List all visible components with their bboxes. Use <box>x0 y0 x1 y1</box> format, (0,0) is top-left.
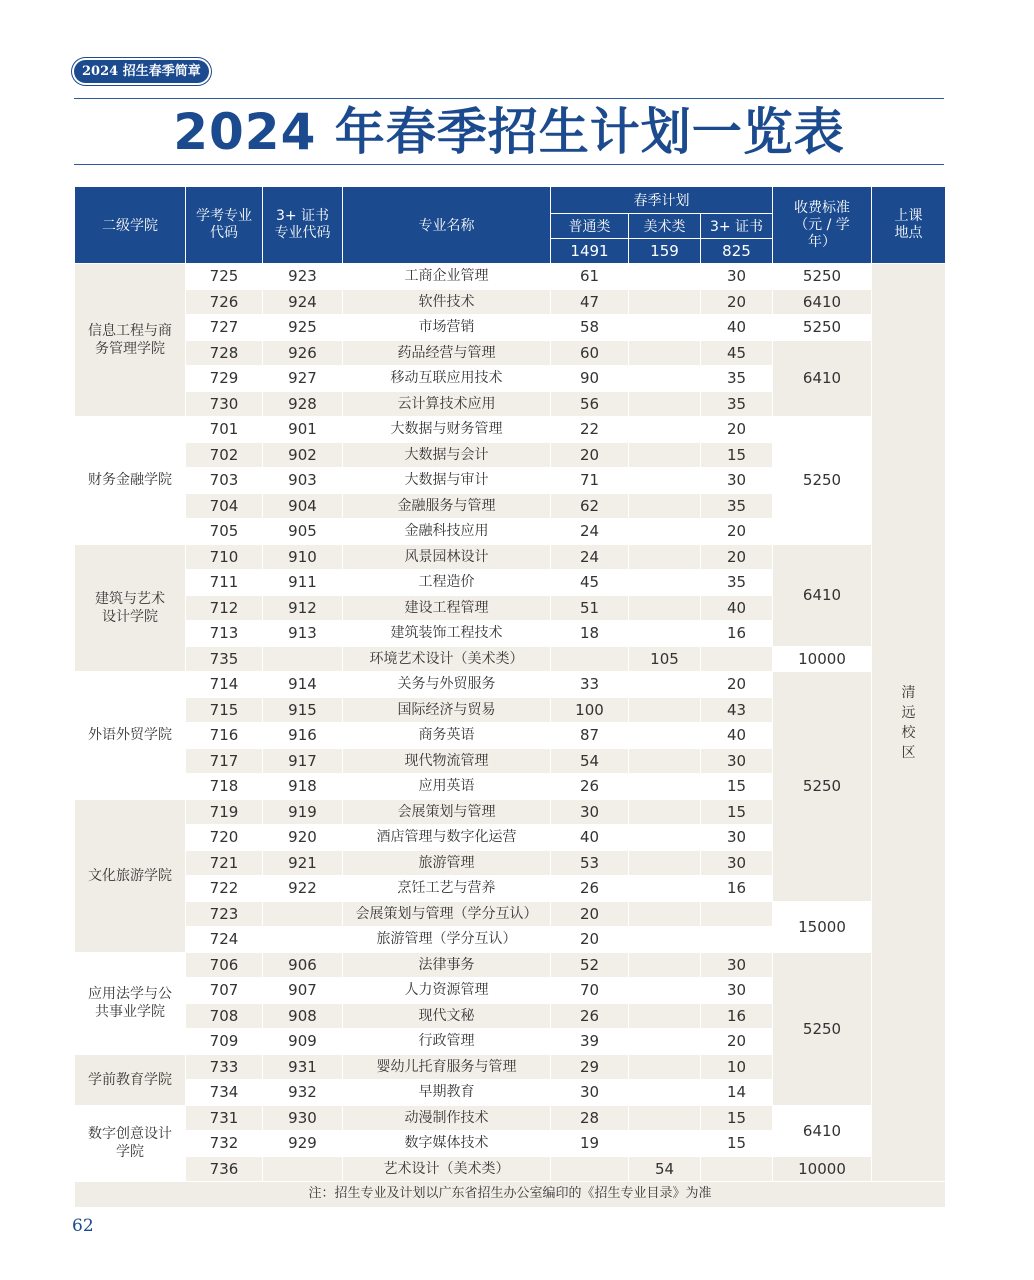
art-count-cell <box>629 264 701 290</box>
major-name-cell: 烹饪工艺与营养 <box>343 876 551 902</box>
regular-count-cell: 26 <box>551 1003 629 1029</box>
cert-count-cell <box>701 646 773 672</box>
regular-count-cell: 45 <box>551 570 629 596</box>
regular-count-cell: 24 <box>551 519 629 545</box>
regular-count-cell: 100 <box>551 697 629 723</box>
art-count-cell <box>629 978 701 1004</box>
xk-code-cell: 708 <box>186 1003 263 1029</box>
art-count-cell <box>629 1105 701 1131</box>
cert-code-cell <box>263 901 343 927</box>
xk-code-cell: 721 <box>186 850 263 876</box>
art-count-cell <box>629 391 701 417</box>
college-name-line: 学前教育学院 <box>88 1071 172 1088</box>
cert-code-cell: 905 <box>263 519 343 545</box>
art-count-cell <box>629 570 701 596</box>
art-count-cell <box>629 468 701 494</box>
major-name-cell: 法律事务 <box>343 952 551 978</box>
cert-code-cell: 924 <box>263 289 343 315</box>
art-count-cell <box>629 952 701 978</box>
cert-count-cell: 40 <box>701 315 773 341</box>
college-cell <box>75 544 186 672</box>
xk-code-cell: 711 <box>186 570 263 596</box>
cert-code-cell: 908 <box>263 1003 343 1029</box>
cert-count-cell: 35 <box>701 366 773 392</box>
cert-code-cell: 904 <box>263 493 343 519</box>
table-row <box>75 289 946 315</box>
cert-code-cell: 932 <box>263 1080 343 1106</box>
regular-count-cell: 26 <box>551 774 629 800</box>
cert-count-cell: 30 <box>701 748 773 774</box>
college-name-line: 共事业学院 <box>95 1004 165 1020</box>
fee-cell: 10000 <box>773 646 872 672</box>
art-count-cell <box>629 289 701 315</box>
table-note: 注：招生专业及计划以广东省招生办公室编印的《招生专业目录》为准 <box>75 1182 946 1208</box>
xk-code-cell: 732 <box>186 1131 263 1157</box>
cert-count-cell: 15 <box>701 799 773 825</box>
major-name-cell: 旅游管理 <box>343 850 551 876</box>
xk-code-cell: 707 <box>186 978 263 1004</box>
major-name-cell: 移动互联应用技术 <box>343 366 551 392</box>
regular-count-cell: 56 <box>551 391 629 417</box>
regular-count-cell: 47 <box>551 289 629 315</box>
cert-count-cell: 16 <box>701 621 773 647</box>
xk-code-cell: 728 <box>186 340 263 366</box>
college-name-line: 文化旅游学院 <box>88 867 172 884</box>
cert-code-cell: 918 <box>263 774 343 800</box>
regular-count-cell <box>551 1156 629 1182</box>
cert-count-cell: 40 <box>701 723 773 749</box>
cert-count-cell: 20 <box>701 544 773 570</box>
col-header-cert: 3+ 证书 <box>701 214 773 239</box>
cert-code-cell: 925 <box>263 315 343 341</box>
regular-count-cell: 26 <box>551 876 629 902</box>
major-name-cell: 旅游管理（学分互认） <box>343 927 551 953</box>
major-name-cell: 国际经济与贸易 <box>343 697 551 723</box>
regular-count-cell: 52 <box>551 952 629 978</box>
cert-code-cell: 927 <box>263 366 343 392</box>
cert-code-cell: 910 <box>263 544 343 570</box>
college-name-line: 信息工程与商 <box>88 323 172 339</box>
cert-code-cell <box>263 927 343 953</box>
cert-count-cell <box>701 901 773 927</box>
cert-code-cell: 930 <box>263 1105 343 1131</box>
regular-count-cell: 40 <box>551 825 629 851</box>
cert-count-cell: 20 <box>701 672 773 698</box>
major-name-cell: 工程造价 <box>343 570 551 596</box>
major-name-cell: 商务英语 <box>343 723 551 749</box>
cert-count-cell: 30 <box>701 850 773 876</box>
major-name-cell: 动漫制作技术 <box>343 1105 551 1131</box>
xk-code-cell: 730 <box>186 391 263 417</box>
major-name-cell: 云计算技术应用 <box>343 391 551 417</box>
col-header-spring-plan: 春季计划 <box>551 187 773 214</box>
xk-code-cell: 722 <box>186 876 263 902</box>
art-count-cell <box>629 621 701 647</box>
major-name-cell: 市场营销 <box>343 315 551 341</box>
cert-code-cell: 929 <box>263 1131 343 1157</box>
cert-count-cell: 30 <box>701 952 773 978</box>
page-number: 62 <box>72 1216 94 1236</box>
regular-count-cell: 30 <box>551 799 629 825</box>
table-row <box>75 646 946 672</box>
table-row <box>75 544 946 570</box>
cert-code-cell: 916 <box>263 723 343 749</box>
regular-count-cell: 29 <box>551 1054 629 1080</box>
regular-total: 1491 <box>551 239 629 264</box>
xk-code-cell: 729 <box>186 366 263 392</box>
college-name-line: 务管理学院 <box>95 341 165 357</box>
major-name-cell: 艺术设计（美术类） <box>343 1156 551 1182</box>
xk-code-cell: 735 <box>186 646 263 672</box>
xk-code-cell: 701 <box>186 417 263 443</box>
major-name-cell: 软件技术 <box>343 289 551 315</box>
cert-code-cell: 907 <box>263 978 343 1004</box>
xk-code-cell: 715 <box>186 697 263 723</box>
xk-code-cell: 724 <box>186 927 263 953</box>
cert-count-cell: 35 <box>701 570 773 596</box>
major-name-cell: 大数据与财务管理 <box>343 417 551 443</box>
art-count-cell <box>629 876 701 902</box>
table-row <box>75 1156 946 1182</box>
xk-code-cell: 720 <box>186 825 263 851</box>
regular-count-cell: 18 <box>551 621 629 647</box>
college-name-line: 设计学院 <box>102 608 158 625</box>
regular-count-cell: 20 <box>551 927 629 953</box>
cert-code-cell: 912 <box>263 595 343 621</box>
col-header-regular: 普通类 <box>551 214 629 239</box>
regular-count-cell: 39 <box>551 1029 629 1055</box>
college-name-line: 数字创意设计 <box>88 1126 172 1143</box>
page-title: 2024 年春季招生计划一览表 <box>173 103 845 161</box>
art-count-cell <box>629 1080 701 1106</box>
xk-code-cell: 719 <box>186 799 263 825</box>
college-name-line: 学院 <box>116 1144 144 1161</box>
fee-cell: 6410 <box>773 1105 872 1156</box>
cert-count-cell: 15 <box>701 442 773 468</box>
xk-code-cell: 704 <box>186 493 263 519</box>
cert-count-cell: 15 <box>701 774 773 800</box>
table-row <box>75 264 946 290</box>
cert-count-cell: 30 <box>701 825 773 851</box>
major-name-cell: 环境艺术设计（美术类） <box>343 646 551 672</box>
art-count-cell <box>629 901 701 927</box>
cert-code-cell: 902 <box>263 442 343 468</box>
enrollment-plan-table <box>74 186 946 1208</box>
art-count-cell <box>629 850 701 876</box>
cert-count-cell: 16 <box>701 1003 773 1029</box>
xk-code-cell: 718 <box>186 774 263 800</box>
xk-code-cell: 706 <box>186 952 263 978</box>
xk-code-cell: 733 <box>186 1054 263 1080</box>
major-name-cell: 会展策划与管理（学分互认） <box>343 901 551 927</box>
xk-code-cell: 731 <box>186 1105 263 1131</box>
cert-count-cell: 35 <box>701 493 773 519</box>
cert-code-cell: 920 <box>263 825 343 851</box>
regular-count-cell: 53 <box>551 850 629 876</box>
major-name-cell: 药品经营与管理 <box>343 340 551 366</box>
regular-count-cell: 87 <box>551 723 629 749</box>
cert-count-cell: 35 <box>701 391 773 417</box>
college-name-line: 应用法学与公 <box>88 986 172 1002</box>
cert-count-cell: 20 <box>701 289 773 315</box>
title-rule-bottom <box>74 164 944 165</box>
art-count-cell: 54 <box>629 1156 701 1182</box>
table-body <box>75 264 946 1208</box>
col-header-fee-text: 收费标准（元 / 学年） <box>794 199 850 250</box>
xk-code-cell: 717 <box>186 748 263 774</box>
art-count-cell <box>629 519 701 545</box>
regular-count-cell: 20 <box>551 901 629 927</box>
table-row <box>75 672 946 698</box>
regular-count-cell: 33 <box>551 672 629 698</box>
xk-code-cell: 712 <box>186 595 263 621</box>
title-rule-top <box>74 98 944 99</box>
art-total: 159 <box>629 239 701 264</box>
xk-code-cell: 727 <box>186 315 263 341</box>
art-count-cell <box>629 366 701 392</box>
major-name-cell: 婴幼儿托育服务与管理 <box>343 1054 551 1080</box>
table-row <box>75 952 946 978</box>
fee-cell: 5250 <box>773 417 872 545</box>
site-cell <box>872 264 946 1182</box>
cert-code-cell <box>263 1156 343 1182</box>
major-name-cell: 金融科技应用 <box>343 519 551 545</box>
col-header-site <box>872 187 946 264</box>
art-count-cell <box>629 315 701 341</box>
xk-code-cell: 703 <box>186 468 263 494</box>
fee-cell: 5250 <box>773 672 872 902</box>
art-count-cell <box>629 1029 701 1055</box>
fee-cell: 5250 <box>773 264 872 290</box>
xk-code-cell: 734 <box>186 1080 263 1106</box>
cert-count-cell: 45 <box>701 340 773 366</box>
art-count-cell <box>629 493 701 519</box>
art-count-cell <box>629 774 701 800</box>
cert-count-cell: 20 <box>701 1029 773 1055</box>
regular-count-cell: 22 <box>551 417 629 443</box>
cert-code-cell: 911 <box>263 570 343 596</box>
fee-cell: 6410 <box>773 544 872 646</box>
major-name-cell: 建筑装饰工程技术 <box>343 621 551 647</box>
college-name-line: 财务金融学院 <box>88 472 172 489</box>
cert-code-cell <box>263 646 343 672</box>
xk-code-cell: 702 <box>186 442 263 468</box>
art-count-cell <box>629 723 701 749</box>
cert-code-cell: 919 <box>263 799 343 825</box>
major-name-cell: 应用英语 <box>343 774 551 800</box>
regular-count-cell: 62 <box>551 493 629 519</box>
college-cell <box>75 799 186 952</box>
art-count-cell <box>629 799 701 825</box>
site-text: 清远校区 <box>901 684 916 761</box>
col-header-cert-code-text: 3+ 证书专业代码 <box>274 208 331 241</box>
cert-code-cell: 913 <box>263 621 343 647</box>
art-count-cell <box>629 544 701 570</box>
xk-code-cell: 716 <box>186 723 263 749</box>
cert-count-cell: 20 <box>701 417 773 443</box>
col-header-cert-code <box>263 187 343 264</box>
cert-code-cell: 931 <box>263 1054 343 1080</box>
major-name-cell: 会展策划与管理 <box>343 799 551 825</box>
art-count-cell <box>629 697 701 723</box>
art-count-cell <box>629 442 701 468</box>
regular-count-cell: 90 <box>551 366 629 392</box>
regular-count-cell: 28 <box>551 1105 629 1131</box>
major-name-cell: 现代文秘 <box>343 1003 551 1029</box>
col-header-xk-code-text: 学考专业代码 <box>196 208 252 241</box>
cert-count-cell: 30 <box>701 264 773 290</box>
table-row <box>75 315 946 341</box>
xk-code-cell: 736 <box>186 1156 263 1182</box>
regular-count-cell: 51 <box>551 595 629 621</box>
cert-total: 825 <box>701 239 773 264</box>
cert-count-cell: 20 <box>701 519 773 545</box>
xk-code-cell: 713 <box>186 621 263 647</box>
cert-code-cell: 926 <box>263 340 343 366</box>
regular-count-cell: 30 <box>551 1080 629 1106</box>
cert-code-cell: 923 <box>263 264 343 290</box>
xk-code-cell: 709 <box>186 1029 263 1055</box>
cert-count-cell: 14 <box>701 1080 773 1106</box>
cert-count-cell: 15 <box>701 1105 773 1131</box>
cert-code-cell: 903 <box>263 468 343 494</box>
regular-count-cell: 24 <box>551 544 629 570</box>
xk-code-cell: 714 <box>186 672 263 698</box>
college-cell <box>75 672 186 800</box>
regular-count-cell: 60 <box>551 340 629 366</box>
college-cell <box>75 264 186 417</box>
art-count-cell <box>629 825 701 851</box>
major-name-cell: 工商企业管理 <box>343 264 551 290</box>
college-cell <box>75 1105 186 1182</box>
regular-count-cell: 19 <box>551 1131 629 1157</box>
art-count-cell <box>629 417 701 443</box>
regular-count-cell: 58 <box>551 315 629 341</box>
cert-count-cell: 40 <box>701 595 773 621</box>
major-name-cell: 大数据与会计 <box>343 442 551 468</box>
col-header-xk-code <box>186 187 263 264</box>
fee-cell: 5250 <box>773 315 872 341</box>
regular-count-cell: 20 <box>551 442 629 468</box>
table-row <box>75 417 946 443</box>
major-name-cell: 风景园林设计 <box>343 544 551 570</box>
cert-code-cell: 922 <box>263 876 343 902</box>
cert-code-cell: 909 <box>263 1029 343 1055</box>
major-name-cell: 人力资源管理 <box>343 978 551 1004</box>
table-row <box>75 1105 946 1131</box>
xk-code-cell: 725 <box>186 264 263 290</box>
major-name-cell: 金融服务与管理 <box>343 493 551 519</box>
brochure-badge: 2024 招生春季简章 <box>74 60 209 83</box>
cert-code-cell: 901 <box>263 417 343 443</box>
major-name-cell: 早期教育 <box>343 1080 551 1106</box>
page-top-margin <box>0 0 1034 22</box>
major-name-cell: 关务与外贸服务 <box>343 672 551 698</box>
major-name-cell: 酒店管理与数字化运营 <box>343 825 551 851</box>
cert-count-cell: 16 <box>701 876 773 902</box>
cert-count-cell <box>701 1156 773 1182</box>
table-note-row <box>75 1182 946 1208</box>
cert-count-cell: 30 <box>701 978 773 1004</box>
xk-code-cell: 726 <box>186 289 263 315</box>
major-name-cell: 建设工程管理 <box>343 595 551 621</box>
regular-count-cell: 54 <box>551 748 629 774</box>
cert-code-cell: 914 <box>263 672 343 698</box>
art-count-cell <box>629 927 701 953</box>
art-count-cell <box>629 595 701 621</box>
fee-cell: 6410 <box>773 340 872 417</box>
college-cell <box>75 1054 186 1105</box>
major-name-cell: 现代物流管理 <box>343 748 551 774</box>
table-row <box>75 340 946 366</box>
college-name-line: 建筑与艺术 <box>95 590 165 607</box>
col-header-fee <box>773 187 872 264</box>
fee-cell: 10000 <box>773 1156 872 1182</box>
art-count-cell <box>629 340 701 366</box>
col-header-site-text: 上课地点 <box>894 208 923 241</box>
cert-code-cell: 917 <box>263 748 343 774</box>
fee-cell: 6410 <box>773 289 872 315</box>
major-name-cell: 数字媒体技术 <box>343 1131 551 1157</box>
col-header-major: 专业名称 <box>343 187 551 264</box>
major-name-cell: 大数据与审计 <box>343 468 551 494</box>
cert-code-cell: 928 <box>263 391 343 417</box>
major-name-cell: 行政管理 <box>343 1029 551 1055</box>
art-count-cell <box>629 672 701 698</box>
art-count-cell <box>629 1003 701 1029</box>
art-count-cell <box>629 1054 701 1080</box>
xk-code-cell: 710 <box>186 544 263 570</box>
regular-count-cell <box>551 646 629 672</box>
cert-count-cell <box>701 927 773 953</box>
col-header-college: 二级学院 <box>75 187 186 264</box>
college-cell <box>75 417 186 545</box>
regular-count-cell: 70 <box>551 978 629 1004</box>
fee-cell: 5250 <box>773 952 872 1105</box>
cert-count-cell: 30 <box>701 468 773 494</box>
cert-count-cell: 10 <box>701 1054 773 1080</box>
art-count-cell <box>629 748 701 774</box>
cert-code-cell: 915 <box>263 697 343 723</box>
table-row <box>75 901 946 927</box>
art-count-cell <box>629 1131 701 1157</box>
xk-code-cell: 705 <box>186 519 263 545</box>
cert-count-cell: 43 <box>701 697 773 723</box>
cert-code-cell: 921 <box>263 850 343 876</box>
col-header-art: 美术类 <box>629 214 701 239</box>
cert-code-cell: 906 <box>263 952 343 978</box>
college-name-line: 外语外贸学院 <box>88 727 172 744</box>
fee-cell: 15000 <box>773 901 872 952</box>
regular-count-cell: 71 <box>551 468 629 494</box>
college-cell <box>75 952 186 1054</box>
cert-count-cell: 15 <box>701 1131 773 1157</box>
regular-count-cell: 61 <box>551 264 629 290</box>
art-count-cell: 105 <box>629 646 701 672</box>
xk-code-cell: 723 <box>186 901 263 927</box>
